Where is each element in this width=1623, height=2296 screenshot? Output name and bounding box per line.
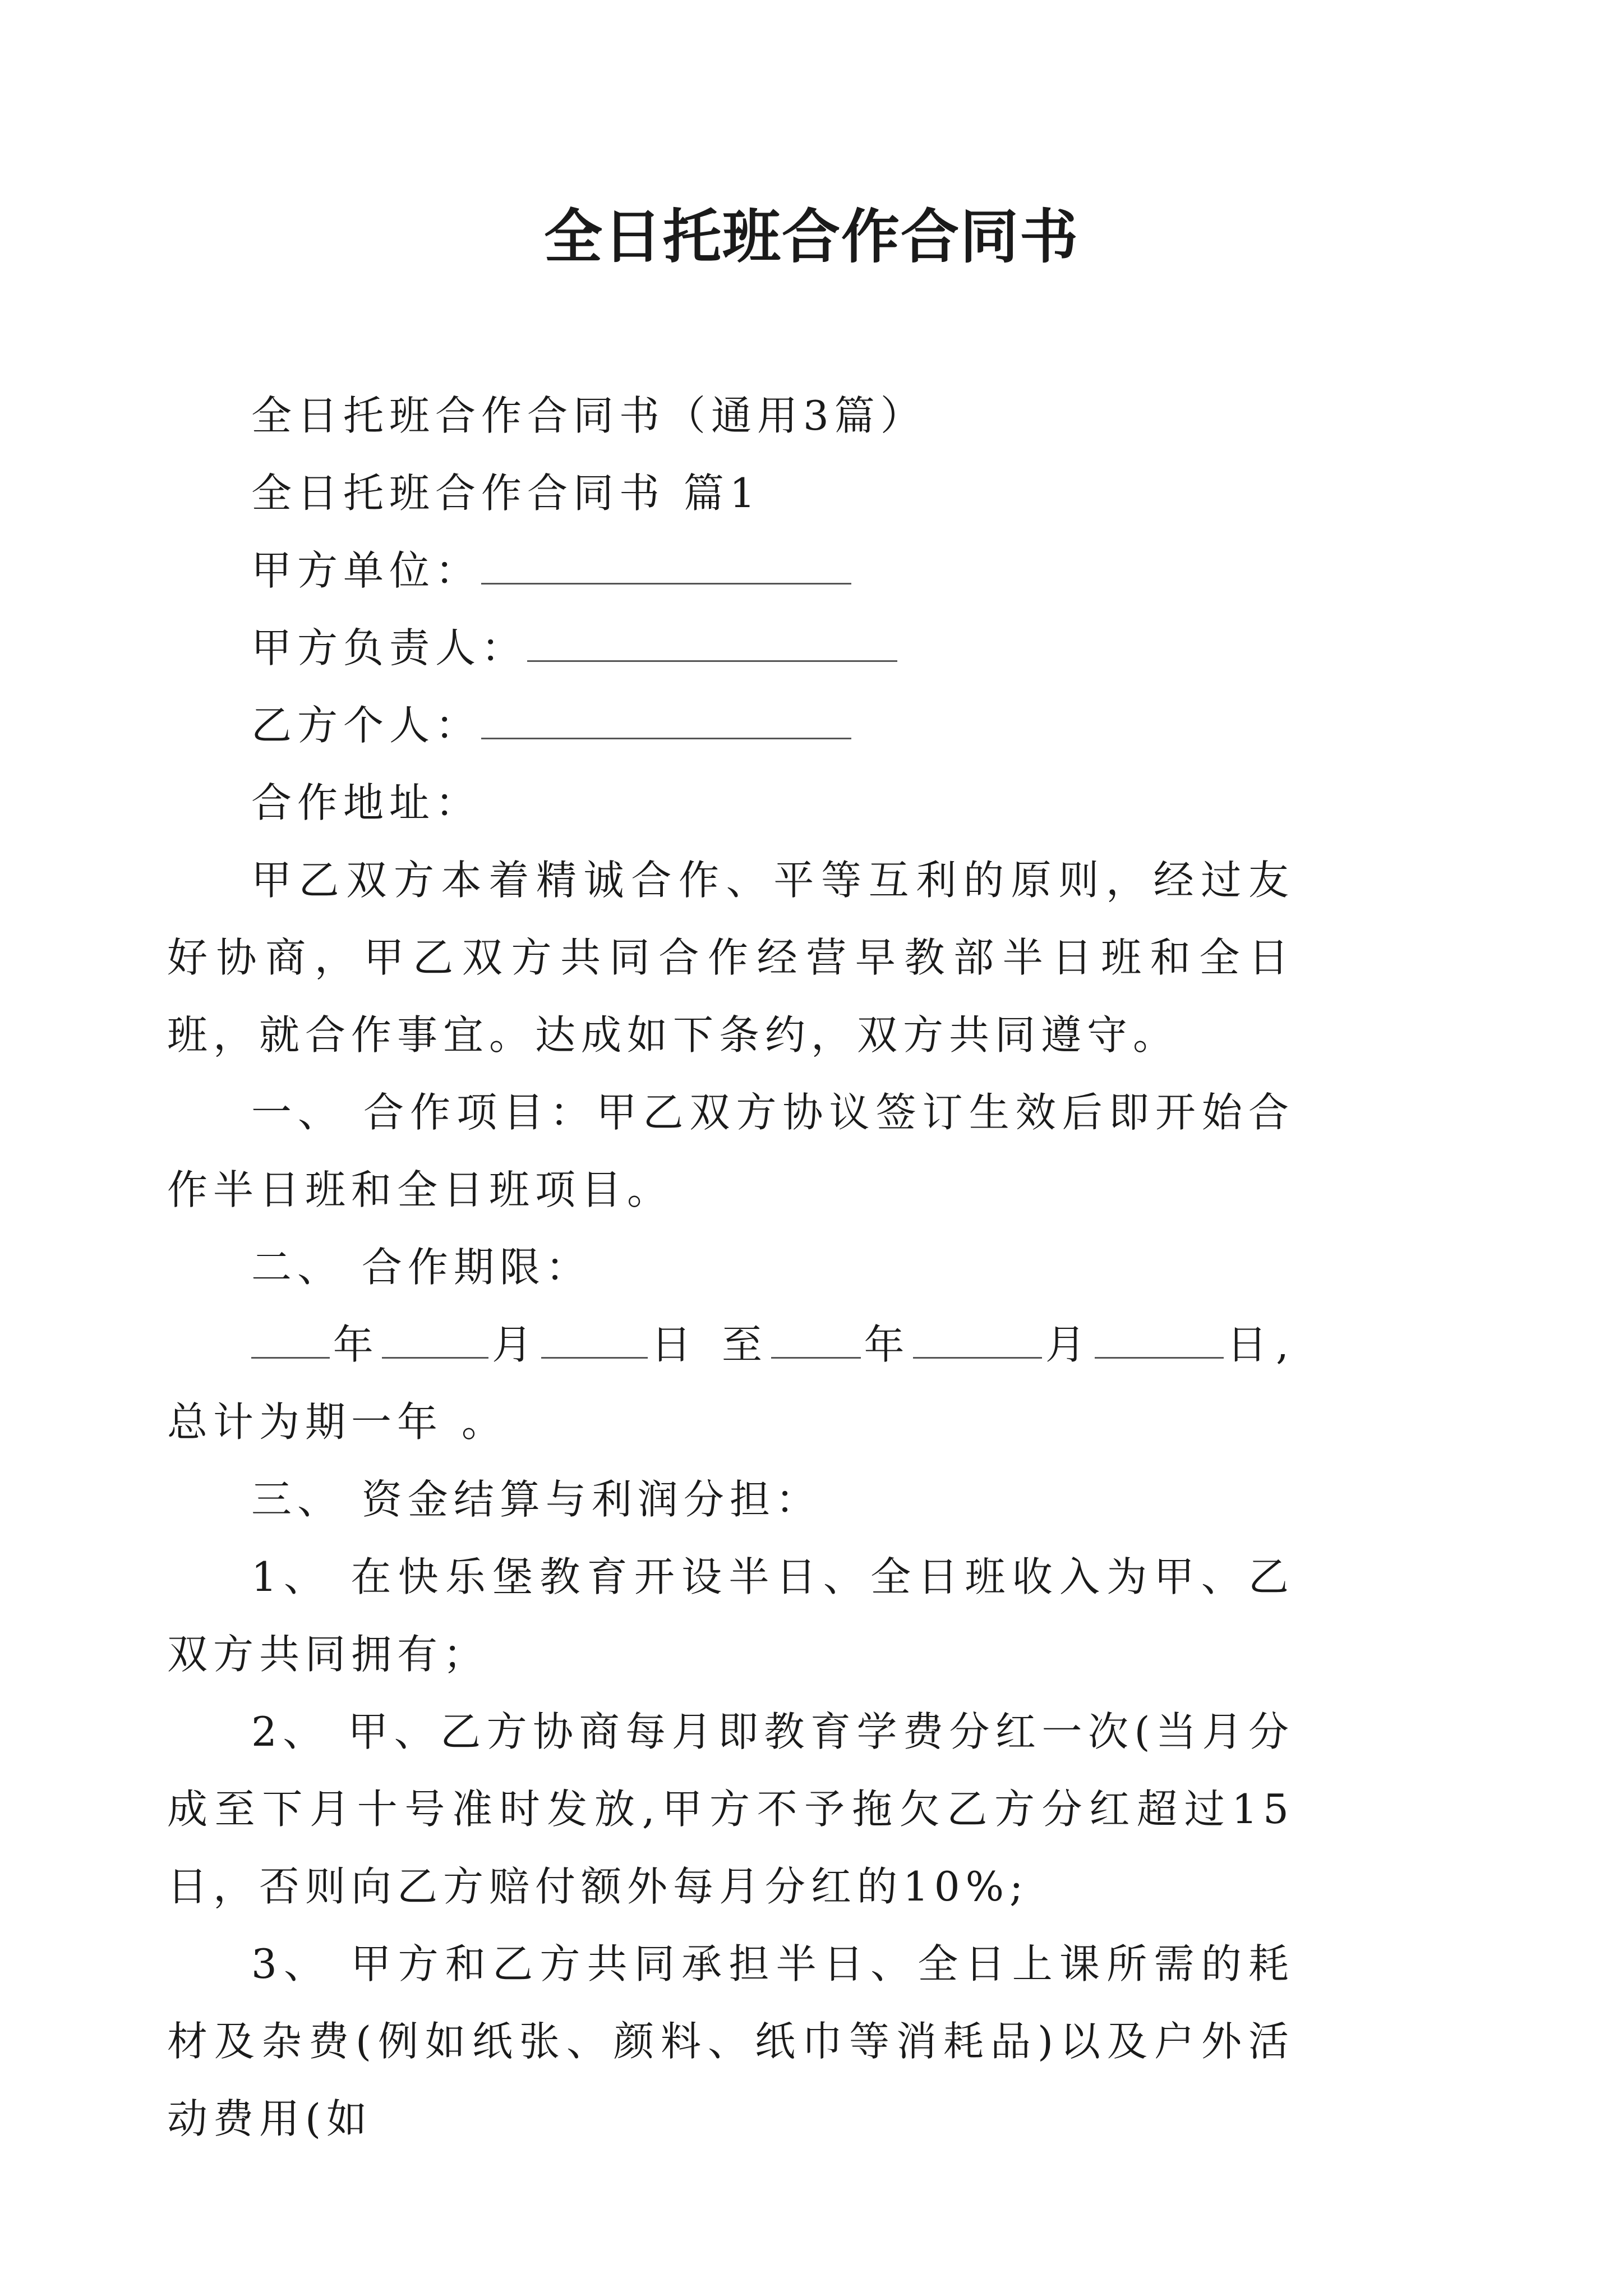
address-label: 合作地址： xyxy=(251,779,482,826)
end-day-blank xyxy=(1095,1321,1224,1359)
party-a-unit-label: 甲方单位： xyxy=(251,547,482,594)
party-a-person-field xyxy=(251,609,1373,687)
party-b-person-blank xyxy=(481,702,851,739)
start-year-label: 年 xyxy=(330,1321,382,1368)
start-day-blank xyxy=(541,1321,648,1359)
end-year-label: 年 xyxy=(860,1321,914,1368)
item-2-heading: 二、 合作期限： xyxy=(251,1244,592,1291)
party-a-unit-blank xyxy=(481,547,851,585)
address-field xyxy=(251,764,1373,841)
document-body xyxy=(251,377,1373,841)
start-month-blank xyxy=(382,1321,488,1359)
item-1-paragraph: 一、 合作项目：甲乙双方协议签订生效后即开始合作半日班和全日班项目。 xyxy=(167,1089,1294,1213)
item-3-heading: 三、 资金结算与利润分担： xyxy=(251,1476,822,1523)
clause-2-paragraph: 2、 甲、乙方协商每月即教育学费分红一次(当月分成至下月十号准时发放,甲方不予拖欠乙方分红超过15日，否则向乙方赔付额外每月分红的10%; xyxy=(167,1708,1294,1910)
party-b-person-label: 乙方个人： xyxy=(251,702,482,749)
start-year-blank xyxy=(251,1321,330,1359)
start-day-label: 日 xyxy=(647,1321,700,1368)
document-main-text xyxy=(167,841,1373,2157)
party-a-person-label: 甲方负责人： xyxy=(251,624,528,671)
end-month-label: 月 xyxy=(1042,1321,1095,1368)
intro-paragraph: 甲乙双方本着精诚合作、平等互利的原则，经过友好协商，甲乙双方共同合作经营早教部半日班和全日班，就合作事宜。达成如下条约，双方共同遵守。 xyxy=(167,857,1294,1059)
start-month-label: 月 xyxy=(488,1321,541,1368)
document-title: 全日托班合作合同书 xyxy=(543,202,1079,271)
party-a-unit-field xyxy=(251,532,1373,609)
clause-3-paragraph: 3、 甲方和乙方共同承担半日、全日上课所需的耗材及杂费(例如纸张、颜料、纸巾等消耗品)以及户外活动费用(如 xyxy=(167,1940,1294,2142)
end-day-label: 日,总计为期一年 。 xyxy=(167,1321,1294,1446)
section-heading: 全日托班合作合同书 篇1 xyxy=(251,470,761,517)
document-subtitle: 全日托班合作合同书（通用3篇） xyxy=(251,392,926,439)
to-label: 至 xyxy=(721,1321,771,1368)
clause-1-paragraph: 1、 在快乐堡教育开设半日、全日班收入为甲、乙双方共同拥有； xyxy=(167,1553,1294,1678)
end-year-blank xyxy=(771,1321,861,1359)
party-a-person-blank xyxy=(527,624,897,662)
end-month-blank xyxy=(913,1321,1042,1359)
party-b-person-field xyxy=(251,687,1373,764)
date-range-line xyxy=(167,1306,1294,1461)
